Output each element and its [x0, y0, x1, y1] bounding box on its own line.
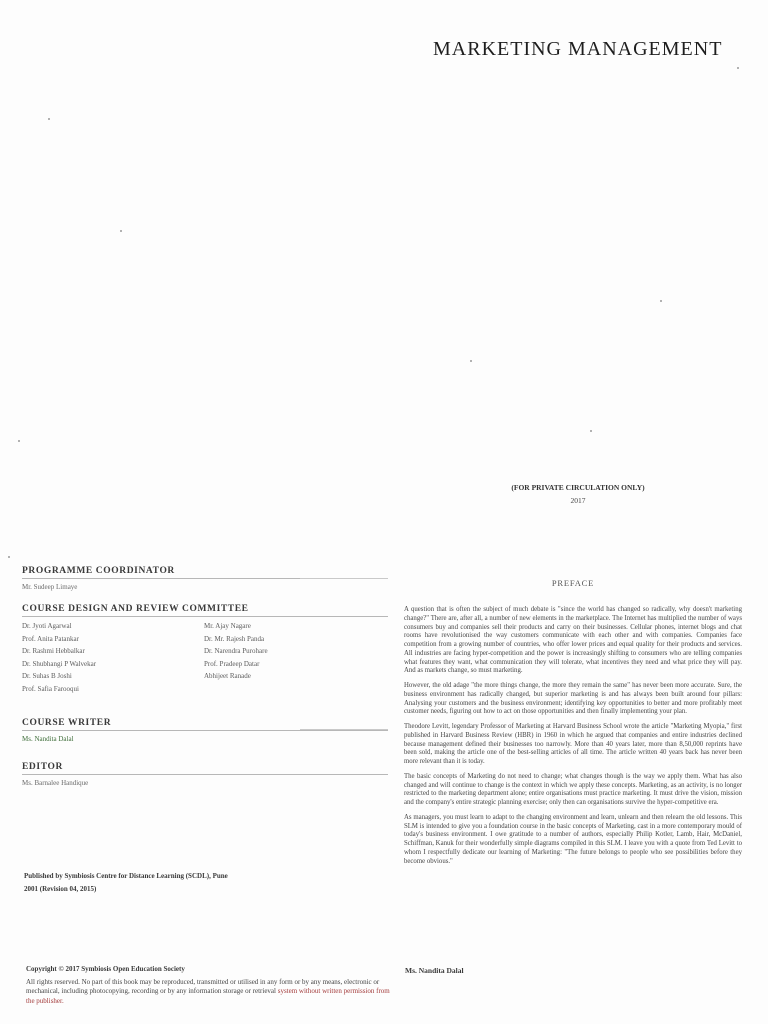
committee-heading: COURSE DESIGN AND REVIEW COMMITTEE: [22, 604, 388, 617]
committee-member: Prof. Pradeep Datar: [204, 659, 260, 668]
scan-rule: [300, 729, 388, 730]
course-writer-name: Ms. Nandita Dalal: [22, 735, 74, 743]
scan-speck: [48, 118, 50, 120]
rights-text: All rights reserved. No part of this book may be reproduced, transmitted or utilised in any form or by any means, electronic or mechanical, including photocopying, recording or by any information storage or retrieval: [26, 978, 380, 996]
scan-speck: [8, 556, 10, 558]
rights-permission: system without written permission from the publisher.: [26, 987, 390, 1005]
committee-member: Dr. Narendra Purohare: [204, 647, 268, 655]
copyright-notice: Copyright © 2017 Symbiosis Open Education Society: [26, 965, 185, 973]
committee-member: Prof. Anita Patankar: [22, 634, 79, 643]
preface-paragraph: However, the old adage "the more things change, the more they remain the same" has never been more accurate. Sure, the business environment has radically changed, but superior marketing is and has always been built around four pillars: Analysing your customers and the business environment; identifying key opportunities to better and more profitably meet customer needs, figuring out how to act on those opportunities and then finally implementing your plan.: [404, 682, 742, 716]
scan-speck: [737, 67, 739, 69]
scan-speck: [470, 360, 472, 362]
committee-member: Dr. Mr. Rajesh Panda: [204, 634, 265, 643]
committee-members: [22, 622, 388, 693]
committee-member: Prof. Safia Farooqui: [22, 684, 79, 693]
scan-speck: [120, 230, 122, 232]
publisher-revision: 2001 (Revision 04, 2015): [24, 885, 97, 893]
committee-member: Dr. Rashmi Hebbalkar: [22, 647, 85, 655]
rights-statement: [26, 978, 396, 1006]
preface-paragraph: Theodore Levitt, legendary Professor of Marketing at Harvard Business School wrote the article "Marketing Myopia," first published in Harvard Business Review (HBR) in 1960 in which he argued that companies and entire industries declined because management defined their businesses too narrowly. More than 40 years later, more than 8,50,000 reprints have been sold, making the article one of the best-selling articles of all time. The article written 40 years back has never been more relevant than it is today.: [404, 723, 742, 765]
programme-coordinator-name: Mr. Sudeep Limaye: [22, 583, 78, 591]
publication-year: 2017: [570, 496, 586, 505]
committee-section: [22, 604, 388, 693]
preface-body: [404, 606, 742, 872]
programme-coordinator-heading: PROGRAMME COORDINATOR: [22, 566, 388, 579]
document-title: MARKETING MANAGEMENT: [433, 38, 723, 60]
committee-member: Dr. Suhas B Joshi: [22, 672, 72, 680]
committee-member: Mr. Ajay Nagare: [204, 622, 251, 630]
editor-name: Ms. Barnalee Handique: [22, 779, 89, 787]
committee-member: Dr. Shubhangi P Walvekar: [22, 659, 97, 668]
circulation-note: (FOR PRIVATE CIRCULATION ONLY): [511, 483, 645, 492]
preface-paragraph: The basic concepts of Marketing do not need to change; what changes though is the way we apply them. What has also changed and will continue to change is the context in which we apply these concepts. Marketing, as an activity, is no longer restricted to the marketing department alone; entire organisations must practice marketing. It must drive the vision, mission and the company's entire strategic planning exercise; only then can organisations survive the hyper-competitive era.: [404, 772, 742, 806]
publisher-line: Published by Symbiosis Centre for Distance Learning (SCDL), Pune: [24, 872, 228, 880]
course-writer-section: [22, 718, 388, 743]
committee-member: Abhijeet Ranade: [204, 672, 251, 680]
scan-rule: [300, 578, 388, 579]
scan-speck: [18, 440, 20, 442]
scan-speck: [660, 300, 662, 302]
preface-paragraph: A question that is often the subject of much debate is "since the world has changed so radically, why doesn't marketing change?" There are, after all, a number of new elements in the marketplace. The Internet has multiplied the number of ways consumers buy and companies sell their products and carry on their businesses. Cellular phones, internet blogs and chat rooms have revolutionised the way customers communicate with each other and with companies. Companies face competition from a growing number of countries, who offer lower prices and equal quality for their products and services. All industries are facing hyper-competition and the power is increasingly shifting to consumers who are telling companies what features they want, what communication they will tolerate, what incentives they need and what price they will pay. And as markets change, so must marketing.: [404, 606, 742, 675]
preface-signature: Ms. Nandita Dalal: [405, 966, 464, 975]
editor-heading: EDITOR: [22, 762, 388, 775]
preface-heading: PREFACE: [551, 578, 595, 588]
preface-paragraph: As managers, you must learn to adapt to the changing environment and learn, unlearn and then relearn the old lessons. This SLM is intended to give you a foundation course in the basic concepts of Marketing, cast in a more contemporary mould of today's business environment. I owe gratitude to a number of authors, especially Philip Kotler, Lamb, Hair, McDaniel, Schiffman, Kanuk for their wonderfully simple diagrams compiled in this SLM. I leave you with a quote from Ted Levitt to whom I respectfully dedicate our learning of Marketing: "The future belongs to people who see possibilities before they become obvious.": [404, 813, 742, 865]
publisher-info: [24, 870, 384, 896]
course-writer-heading: COURSE WRITER: [22, 718, 388, 731]
scan-speck: [590, 430, 592, 432]
editor-section: [22, 762, 388, 787]
committee-member: Dr. Jyoti Agarwal: [22, 622, 72, 630]
